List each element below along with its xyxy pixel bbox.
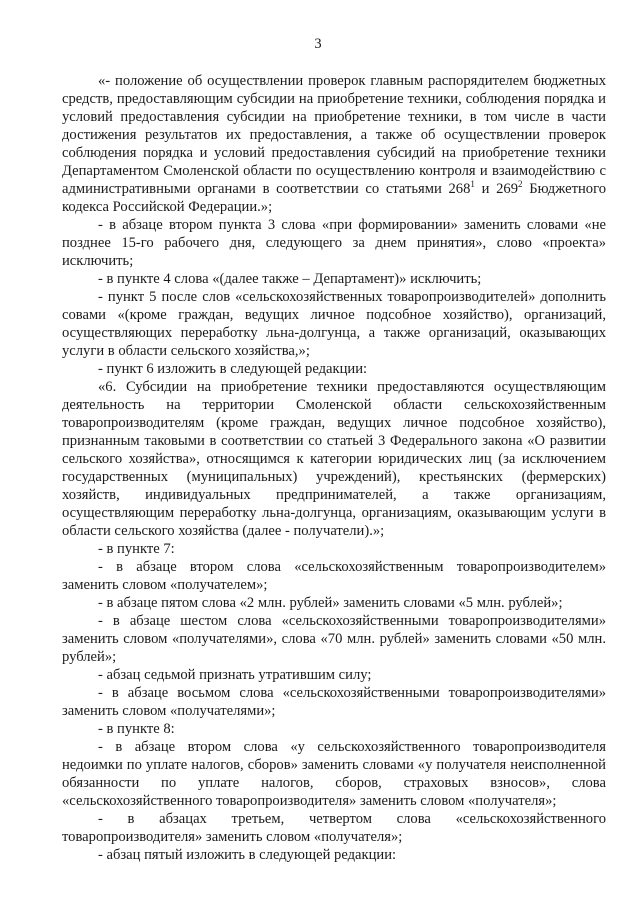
paragraph: - в абзаце втором слова «сельскохозяйственным товаропроизводителем» заменить словом «получателем»;: [62, 559, 606, 593]
paragraph: - в пункте 4 слова «(далее также – Департамент)» исключить;: [98, 271, 482, 287]
paragraph: - в абзаце втором пункта 3 слова «при формировании» заменить словами «не позднее 15-го рабочего дня, следующего за днем принятия», слово «проекта» исключить;: [62, 217, 606, 269]
paragraph: - пункт 6 изложить в следующей редакции:: [98, 361, 368, 377]
paragraph: - в абзаце втором слова «у сельскохозяйственного товаропроизводителя недоимки по уплате налогов, сборов» заменить словами «у получателя неисполненной обязанности по уплате налогов, сборов, страховых взносов», слова «сельскохозяйственного товаропроизводителя» заменить словом «получателя»;: [62, 739, 606, 809]
paragraph: - в абзаце пятом слова «2 млн. рублей» заменить словами «5 млн. рублей»;: [98, 595, 563, 611]
paragraph: - в пункте 7:: [98, 541, 175, 557]
paragraph: [62, 72, 606, 216]
paragraph: «6. Субсидии на приобретение техники предоставляются осуществляющим деятельность на территории Смоленской области сельскохозяйственным товаропроизводителям (кроме граждан, ведущих личное подсобное хозяйство), признанным таковыми в соответствии со статьей 3 Федерального закона «О развитии сельского хозяйства», относящимся к категории юридических лиц (за исключением государственных (муниципальных) учреждений), крестьянских (фермерских) хозяйств, индивидуальных предпринимателей, а также организациям, осуществляющим переработку льна-долгунца, организациям, оказывающим услуги в области сельского хозяйства (далее - получатели).»;: [62, 379, 606, 539]
superscript: 1: [470, 179, 475, 190]
paragraph: - абзац седьмой признать утратившим силу;: [98, 667, 372, 683]
paragraph: - в абзаце шестом слова «сельскохозяйственными товаропроизводителями» заменить словом «получателями», слова «70 млн. рублей» заменить словами «50 млн. рублей»;: [62, 613, 606, 665]
page-number: 3: [314, 36, 322, 52]
paragraph-text: «- положение об осуществлении проверок главным распорядителем бюджетных средств, предоставляющим субсидии на приобретение техники, соблюдения порядка и условий предоставления субсидии на приобретение техники, в том числе в части достижения результатов их предоставления, а также об осуществлении проверок соблюдения порядка и условий предоставления субсидий на приобретение техники Департаментом Смоленской области по осуществлению контроля и взаимодействию с административными органами в соответствии со статьями 268: [62, 73, 606, 197]
paragraph: - абзац пятый изложить в следующей редакции:: [98, 847, 397, 863]
superscript: 2: [518, 179, 523, 190]
paragraph: - пункт 5 после слов «сельскохозяйственных товаропроизводителей» дополнить совами «(кроме граждан, ведущих личное подсобное хозяйство), организаций, осуществляющих переработку льна-долгунца, а также организаций, оказывающих услуги в области сельского хозяйства,»;: [62, 289, 606, 359]
paragraph: - в абзаце восьмом слова «сельскохозяйственными товаропроизводителями» заменить словом «получателями»;: [62, 685, 606, 719]
paragraph: - в пункте 8:: [98, 721, 175, 737]
document-body: [62, 72, 606, 864]
paragraph-text: Бюджетного кодекса Российской Федерации.»;: [62, 181, 606, 215]
paragraph: - в абзацах третьем, четвертом слова «сельскохозяйственного товаропроизводителя» заменить словом «получателя»;: [62, 811, 606, 845]
paragraph-text: и 269: [474, 181, 519, 197]
